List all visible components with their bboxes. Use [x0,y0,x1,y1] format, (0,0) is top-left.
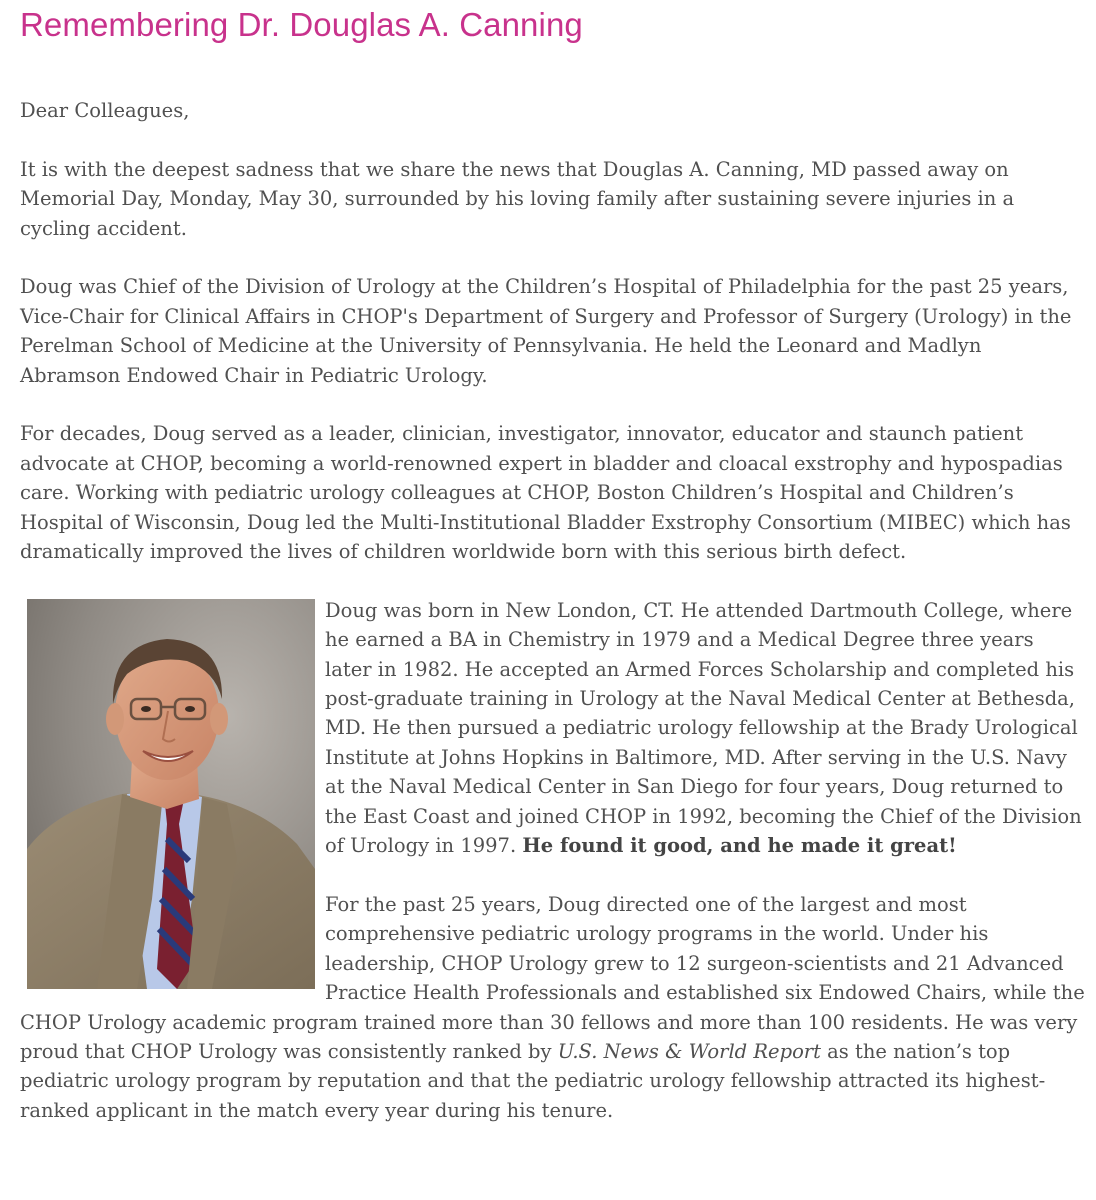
leadership-text-start: For the past 25 years, Doug directed one of the largest and most comprehensive pediatric urology programs in the world. Under his leadership, CHOP Urology grew to 12 surgeon-scientists and 21 Advanced Practice Health Professionals and established six Endowed Chairs, while the CHOP Urology academic program trained more than 30 fellows and more than 100 residents. He was very proud that CHOP Urology was consistently ranked by [20,892,1085,1063]
publication-name: U.S. News & World Report [557,1039,821,1063]
page-title: Remembering Dr. Douglas A. Canning [20,6,583,43]
paragraph-positions: Doug was Chief of the Division of Urology at the Children’s Hospital of Philadelphia for the past 25 years, Vice-Chair for Clinical Affairs in CHOP's Department of Surgery and Professor of Surgery (Urology) in the Perelman School of Medicine at the University of Pennsylvania. He held the Leonard and Madlyn Abramson Endowed Chair in Pediatric Urology. [20,275,1072,387]
portrait-illustration [27,599,315,989]
biography-text: Doug was born in New London, CT. He attended Dartmouth College, where he earned a BA in Chemistry in 1979 and a Medical Degree three years later in 1982. He accepted an Armed Forces Scholarship and completed his post-graduate training in Urology at the Naval Medical Center at Bethesda, MD. He then pursued a pediatric urology fellowship at the Brady Urological Institute at Johns Hopkins in Baltimore, MD. After serving in the U.S. Navy at the Naval Medical Center in San Diego for four years, Doug returned to the East Coast and joined CHOP in 1992, becoming the Chief of the Division of Urology in 1997. [325,598,1082,858]
paragraph-announcement: It is with the deepest sadness that we share the news that Douglas A. Canning, MD passed away on Memorial Day, Monday, May 30, surrounded by his loving family after sustaining severe injuries in a cycling accident. [20,157,1015,240]
portrait-photo [27,599,315,989]
biography-emphasis: He found it good, and he made it great! [522,834,957,858]
leadership-text-end: as the nation’s top pediatric urology program by reputation and that the pediatric urology fellowship attracted its highest-ranked applicant in the match every year during his tenure. [20,1039,1046,1122]
paragraph-career: For decades, Doug served as a leader, clinician, investigator, innovator, educator and staunch patient advocate at CHOP, becoming a world-renowned expert in bladder and cloacal exstrophy and hypospadias care. Working with pediatric urology colleagues at CHOP, Boston Children’s Hospital and Children’s Hospital of Wisconsin, Doug led the Multi-Institutional Bladder Exstrophy Consortium (MIBEC) which has dramatically improved the lives of children worldwide born with this serious birth defect. [20,422,1071,564]
memorial-letter [20,96,1086,1155]
salutation: Dear Colleagues, [20,99,190,122]
